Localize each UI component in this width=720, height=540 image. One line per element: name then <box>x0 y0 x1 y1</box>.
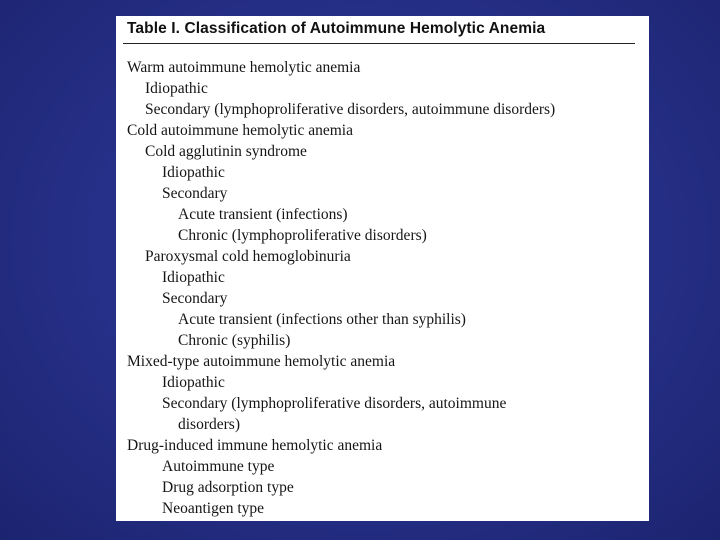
list-item: Drug adsorption type <box>162 479 294 496</box>
list-item: Neoantigen type <box>162 500 265 517</box>
list-item: Secondary (lymphoproliferative disorders, autoimmune <box>162 395 507 412</box>
list-item: Idiopathic <box>162 164 225 181</box>
list-item: Secondary <box>162 185 228 202</box>
list-item: Acute transient (infections) <box>178 206 348 223</box>
list-item: Idiopathic <box>162 374 225 391</box>
category-mixed-type-aiha: Mixed-type autoimmune hemolytic anemia <box>127 353 396 370</box>
table-title: Table I. Classification of Autoimmune Hemolytic Anemia <box>127 20 546 37</box>
classification-table <box>116 16 649 521</box>
title-divider <box>123 43 635 44</box>
category-cold-aiha: Cold autoimmune hemolytic anemia <box>127 122 353 139</box>
list-item: Autoimmune type <box>162 458 275 475</box>
list-item: Idiopathic <box>162 269 225 286</box>
list-item: Chronic (lymphoproliferative disorders) <box>178 227 427 244</box>
category-drug-induced: Drug-induced immune hemolytic anemia <box>127 437 383 454</box>
category-warm-aiha: Warm autoimmune hemolytic anemia <box>127 59 361 76</box>
list-item: Chronic (syphilis) <box>178 332 291 349</box>
subcategory-cold-agglutinin-syndrome: Cold agglutinin syndrome <box>145 143 307 160</box>
table-entries <box>127 57 555 519</box>
list-item: Secondary (lymphoproliferative disorders, autoimmune disorders) <box>145 101 556 118</box>
list-item: Acute transient (infections other than syphilis) <box>178 311 466 328</box>
list-item-continuation: disorders) <box>178 416 240 433</box>
subcategory-paroxysmal-cold-hemoglobinuria: Paroxysmal cold hemoglobinuria <box>145 248 351 265</box>
list-item: Secondary <box>162 290 228 307</box>
list-item: Idiopathic <box>145 80 208 97</box>
